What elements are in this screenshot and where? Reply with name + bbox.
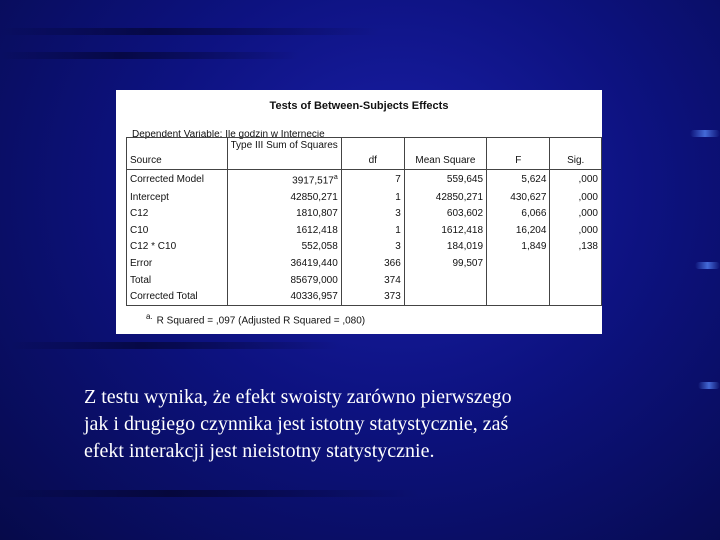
cell-ss: 40336,957 [227,289,341,306]
table-row [127,289,602,306]
caption-line: jak i drugiego czynnika jest istotny statystycznie, zaś [84,413,509,435]
background-streak [0,490,420,497]
cell-f: 430,627 [487,189,550,206]
dependent-variable-label: Dependent Variable: Ile godzin w Internecie [132,130,325,139]
table-row [127,189,602,206]
cell-f [487,256,550,273]
table-footnote [146,312,446,326]
cell-df: 3 [341,239,404,256]
spss-output-panel [116,90,602,334]
cell-ms [404,289,486,306]
footnote-marker: a [333,174,338,181]
cell-sig: ,138 [550,239,602,256]
cell-ss: 552,058 [227,239,341,256]
header-source: Source [127,138,228,170]
cell-ms: 603,602 [404,206,486,223]
table-title: Tests of Between-Subjects Effects [269,100,449,112]
header-f: F [487,138,550,170]
cell-source: C10 [127,223,228,240]
table-row [127,223,602,240]
cell-sig: ,000 [550,206,602,223]
cell-df: 1 [341,189,404,206]
cell-ss: 1810,807 [227,206,341,223]
header-sum-of-squares: Type III Sum of Squares [227,138,341,170]
cell-ss: 42850,271 [227,189,341,206]
cell-source: C12 [127,206,228,223]
slide-caption [84,384,644,465]
cell-source: Corrected Total [127,289,228,306]
cell-ms: 42850,271 [404,189,486,206]
table-row [127,256,602,273]
cell-f: 5,624 [487,170,550,190]
header-mean-square: Mean Square [404,138,486,170]
cell-f: 1,849 [487,239,550,256]
cell-df: 3 [341,206,404,223]
cell-f [487,272,550,289]
cell-ss: 85679,000 [227,272,341,289]
table-row [127,239,602,256]
cell-sig: ,000 [550,223,602,240]
cell-source: Intercept [127,189,228,206]
cell-f [487,289,550,306]
cell-ms: 559,645 [404,170,486,190]
background-streak [690,130,720,137]
cell-ss: 3917,517$^a$ [227,170,341,190]
cell-ms [404,272,486,289]
header-sig: Sig. [550,138,602,170]
caption-line: Z testu wynika, że efekt swoisty zarówno pierwszego [84,386,512,408]
background-streak [695,262,720,269]
cell-source: Total [127,272,228,289]
cell-sig [550,289,602,306]
cell-df: 1 [341,223,404,240]
cell-ss: 36419,440 [227,256,341,273]
cell-ss: 1612,418 [227,223,341,240]
cell-source: C12 * C10 [127,239,228,256]
header-df: df [341,138,404,170]
cell-sig: ,000 [550,170,602,190]
cell-f: 6,066 [487,206,550,223]
background-streak [0,52,300,59]
table-row [127,206,602,223]
footnote-text: R Squared = ,097 (Adjusted R Squared = ,080) [156,315,366,326]
header-row [127,138,602,170]
caption-line: efekt interakcji jest nieistotny statystycznie. [84,440,435,462]
cell-df: 7 [341,170,404,190]
cell-df: 366 [341,256,404,273]
background-streak [698,382,720,389]
cell-ms: 184,019 [404,239,486,256]
anova-table [126,137,602,306]
cell-sig [550,272,602,289]
cell-sig: ,000 [550,189,602,206]
cell-source: Error [127,256,228,273]
table-row [127,272,602,289]
cell-df: 373 [341,289,404,306]
footnote-mark: a. [146,312,153,321]
cell-source: Corrected Model [127,170,228,190]
cell-ms: 99,507 [404,256,486,273]
cell-sig [550,256,602,273]
cell-ms: 1612,418 [404,223,486,240]
background-streak [0,28,380,35]
cell-df: 374 [341,272,404,289]
table-row [127,170,602,190]
cell-f: 16,204 [487,223,550,240]
background-streak [10,342,340,349]
